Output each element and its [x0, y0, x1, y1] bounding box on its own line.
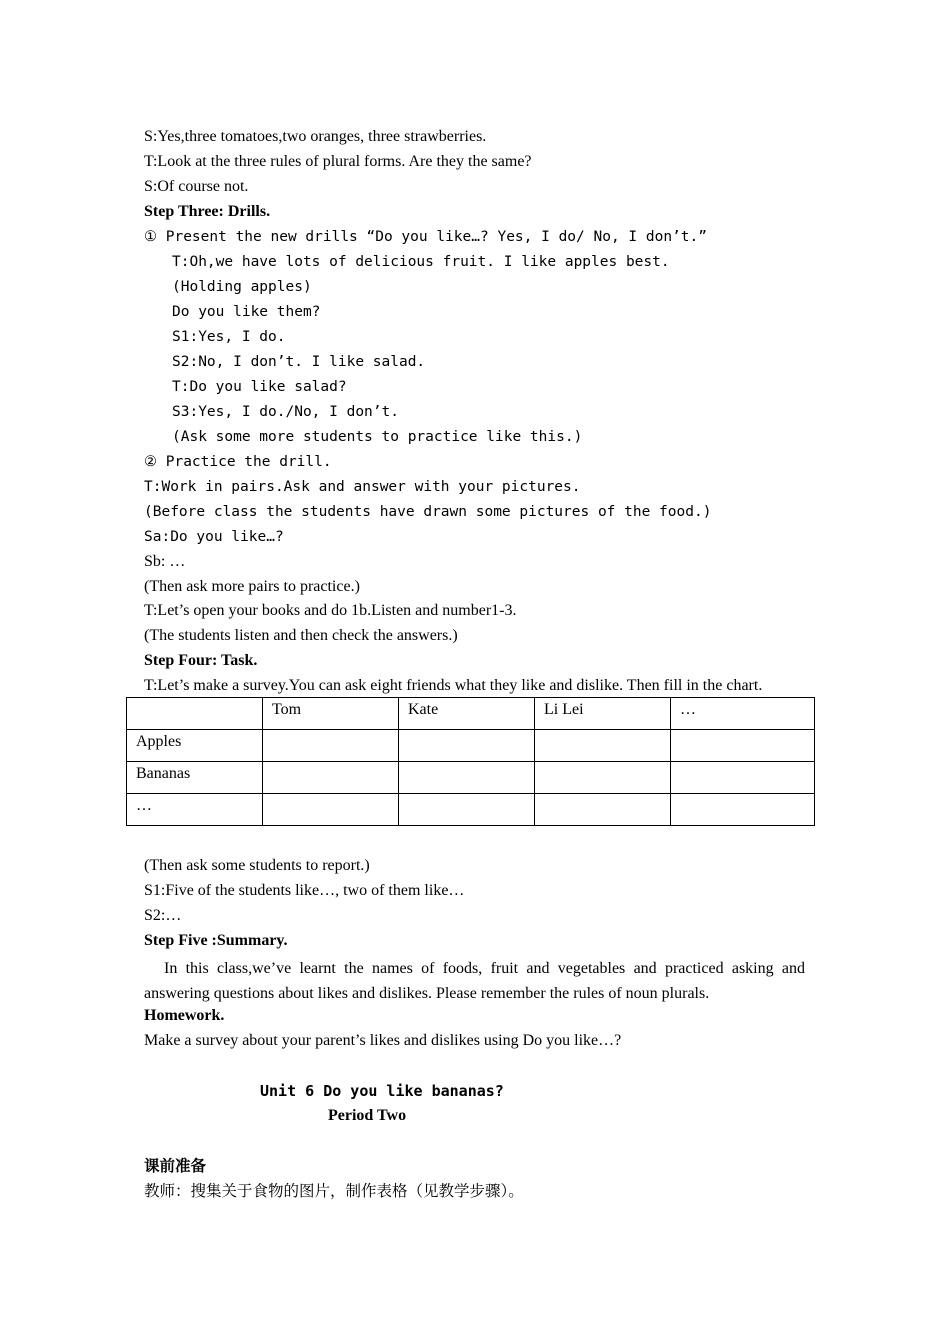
drill-line: T:Do you like salad?	[172, 379, 347, 395]
dialogue-line: S:Yes,three tomatoes,two oranges, three strawberries.	[144, 128, 487, 145]
table-cell	[399, 762, 535, 794]
table-cell	[535, 730, 671, 762]
task-line: T:Let’s make a survey.You can ask eight friends what they like and dislike. Then fill in the chart.	[144, 677, 763, 694]
drill-line: ① Present the new drills “Do you like…? Yes, I do/ No, I don’t.”	[144, 229, 707, 245]
table-cell	[263, 730, 399, 762]
drill-line: (Holding apples)	[172, 279, 312, 295]
drill-line: (Before class the students have drawn some pictures of the food.)	[144, 504, 712, 520]
drill-line: Sa:Do you like…?	[144, 529, 284, 545]
survey-table	[126, 697, 815, 826]
report-line: (Then ask some students to report.)	[144, 857, 370, 874]
table-cell	[399, 730, 535, 762]
drill-line: S3:Yes, I do./No, I don’t.	[172, 404, 399, 420]
step-five-heading: Step Five :Summary.	[144, 932, 288, 949]
table-cell	[671, 762, 815, 794]
table-cell	[535, 762, 671, 794]
table-cell	[263, 794, 399, 826]
table-header-cell: Tom	[263, 698, 399, 730]
prep-heading: 课前准备	[144, 1157, 207, 1175]
drill-line: S1:Yes, I do.	[172, 329, 286, 345]
table-cell	[671, 794, 815, 826]
report-line: S2:…	[144, 907, 182, 924]
drill-line: T:Oh,we have lots of delicious fruit. I like apples best.	[172, 254, 670, 270]
period-title: Period Two	[328, 1107, 407, 1124]
report-line: S1:Five of the students like…, two of them like…	[144, 882, 465, 899]
unit-title: Unit 6 Do you like bananas?	[260, 1082, 504, 1100]
table-cell	[671, 730, 815, 762]
table-header-row	[127, 698, 815, 730]
homework-text: Make a survey about your parent’s likes and dislikes using Do you like…?	[144, 1032, 622, 1049]
table-row-label: …	[127, 794, 263, 826]
table-cell	[263, 762, 399, 794]
dialogue-line: (The students listen and then check the answers.)	[144, 627, 458, 644]
table-row	[127, 794, 815, 826]
table-cell	[535, 794, 671, 826]
dialogue-line: T:Look at the three rules of plural forms. Are they the same?	[144, 153, 532, 170]
step-three-heading: Step Three: Drills.	[144, 203, 271, 220]
table-row-label: Bananas	[127, 762, 263, 794]
homework-heading: Homework.	[144, 1007, 225, 1024]
table-cell	[399, 794, 535, 826]
dialogue-line: Sb: …	[144, 553, 186, 570]
summary-paragraph: In this class,we’ve learnt the names of foods, fruit and vegetables and practiced asking and answering questions about likes and dislikes. Please remember the rules of noun plurals.	[144, 960, 805, 1002]
drill-line: T:Work in pairs.Ask and answer with your pictures.	[144, 479, 581, 495]
table-row-label: Apples	[127, 730, 263, 762]
drill-line: (Ask some more students to practice like this.)	[172, 429, 583, 445]
table-header-cell: Li Lei	[535, 698, 671, 730]
dialogue-line: T:Let’s open your books and do 1b.Listen and number1-3.	[144, 602, 517, 619]
dialogue-line: (Then ask more pairs to practice.)	[144, 578, 360, 595]
prep-text: 教师：搜集关于食物的图片，制作表格（见教学步骤）。	[144, 1182, 524, 1200]
step-four-heading: Step Four: Task.	[144, 652, 258, 669]
drill-line: S2:No, I don’t. I like salad.	[172, 354, 426, 370]
dialogue-line: S:Of course not.	[144, 178, 249, 195]
table-header-cell: Kate	[399, 698, 535, 730]
table-row	[127, 730, 815, 762]
drill-line: ② Practice the drill.	[144, 454, 332, 470]
table-cell	[127, 698, 263, 730]
table-header-cell: …	[671, 698, 815, 730]
table-row	[127, 762, 815, 794]
drill-line: Do you like them?	[172, 304, 321, 320]
